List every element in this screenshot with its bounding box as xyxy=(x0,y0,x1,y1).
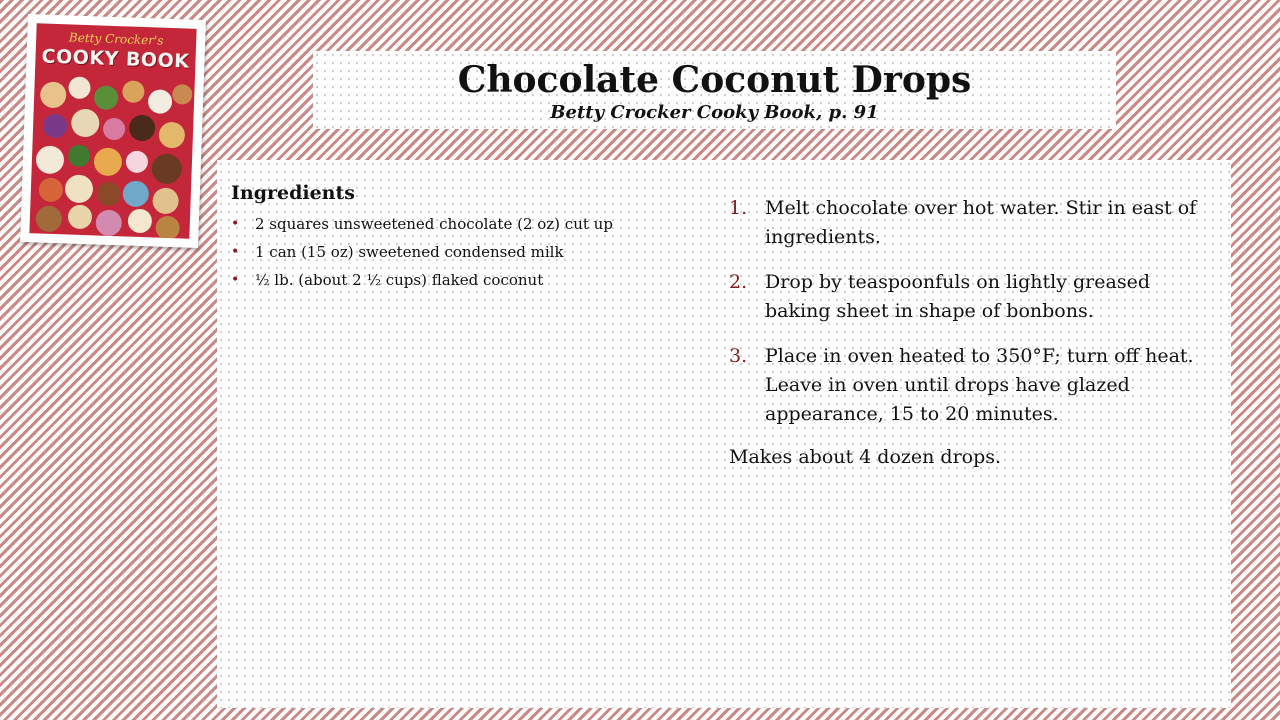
cookie-illustration xyxy=(96,181,121,206)
cookie-illustration xyxy=(71,109,100,138)
ingredient-text: 2 squares unsweetened chocolate (2 oz) cut up xyxy=(255,215,613,233)
cookie-illustration xyxy=(152,187,179,214)
direction-step xyxy=(729,342,1219,429)
cookie-illustration xyxy=(158,122,185,149)
recipe-source: Betty Crocker Cooky Book, p. 91 xyxy=(550,102,879,123)
ingredients-section xyxy=(231,180,701,294)
cookie-illustration xyxy=(38,177,63,202)
ingredients-heading: Ingredients xyxy=(231,182,355,204)
cookie-illustration xyxy=(68,144,91,167)
step-text: Place in oven heated to 350°F; turn off heat. Leave in oven until drops have glazed appearance, 15 to 20 minutes. xyxy=(765,345,1194,425)
cookie-illustration xyxy=(122,180,149,207)
book-cover-photo xyxy=(20,14,206,248)
bullet-icon: • xyxy=(231,216,240,232)
cookie-illustration xyxy=(35,145,64,174)
cookie-illustration xyxy=(148,89,173,114)
ingredient-item xyxy=(231,210,701,238)
directions-list xyxy=(729,194,1219,429)
cookie-illustration xyxy=(43,114,68,139)
ingredients-list xyxy=(231,210,701,294)
direction-step xyxy=(729,268,1219,326)
cover-title: COOKY BOOK xyxy=(41,45,190,73)
cookie-illustration xyxy=(127,209,152,234)
cookie-illustration xyxy=(129,115,156,142)
cookie-illustration xyxy=(126,150,149,173)
cookie-illustration xyxy=(40,81,67,108)
bullet-icon: • xyxy=(231,272,240,288)
book-cover xyxy=(29,23,196,238)
title-panel xyxy=(313,51,1116,129)
step-text: Melt chocolate over hot water. Stir in east of ingredients. xyxy=(765,197,1197,248)
cookie-illustration xyxy=(94,85,119,110)
cookie-illustration xyxy=(122,80,145,103)
cookie-illustration xyxy=(151,153,182,184)
step-number: 3. xyxy=(729,345,748,367)
cookie-illustration xyxy=(93,147,122,176)
ingredient-text: 1 can (15 oz) sweetened condensed milk xyxy=(255,243,564,261)
cookie-illustration xyxy=(35,205,62,232)
cookie-illustration xyxy=(68,204,93,229)
recipe-yield: Makes about 4 dozen drops. xyxy=(729,446,1002,468)
cookie-illustration xyxy=(155,216,180,239)
directions-section xyxy=(729,194,1219,472)
ingredient-item xyxy=(231,238,701,266)
recipe-title: Chocolate Coconut Drops xyxy=(457,59,972,101)
ingredient-text: ½ lb. (about 2 ½ cups) flaked coconut xyxy=(255,271,544,289)
step-text: Drop by teaspoonfuls on lightly greased baking sheet in shape of bonbons. xyxy=(765,271,1150,322)
cookie-illustration xyxy=(95,209,122,236)
recipe-content-panel xyxy=(217,160,1231,708)
cookie-illustration xyxy=(68,76,91,99)
step-number: 1. xyxy=(729,197,748,219)
cookie-illustration xyxy=(64,174,93,203)
ingredient-item xyxy=(231,266,701,294)
direction-step xyxy=(729,194,1219,252)
cover-brand: Betty Crocker's xyxy=(68,30,164,48)
step-number: 2. xyxy=(729,271,748,293)
bullet-icon: • xyxy=(231,244,240,260)
cookie-illustration xyxy=(103,118,126,141)
cookie-illustration xyxy=(172,84,193,105)
